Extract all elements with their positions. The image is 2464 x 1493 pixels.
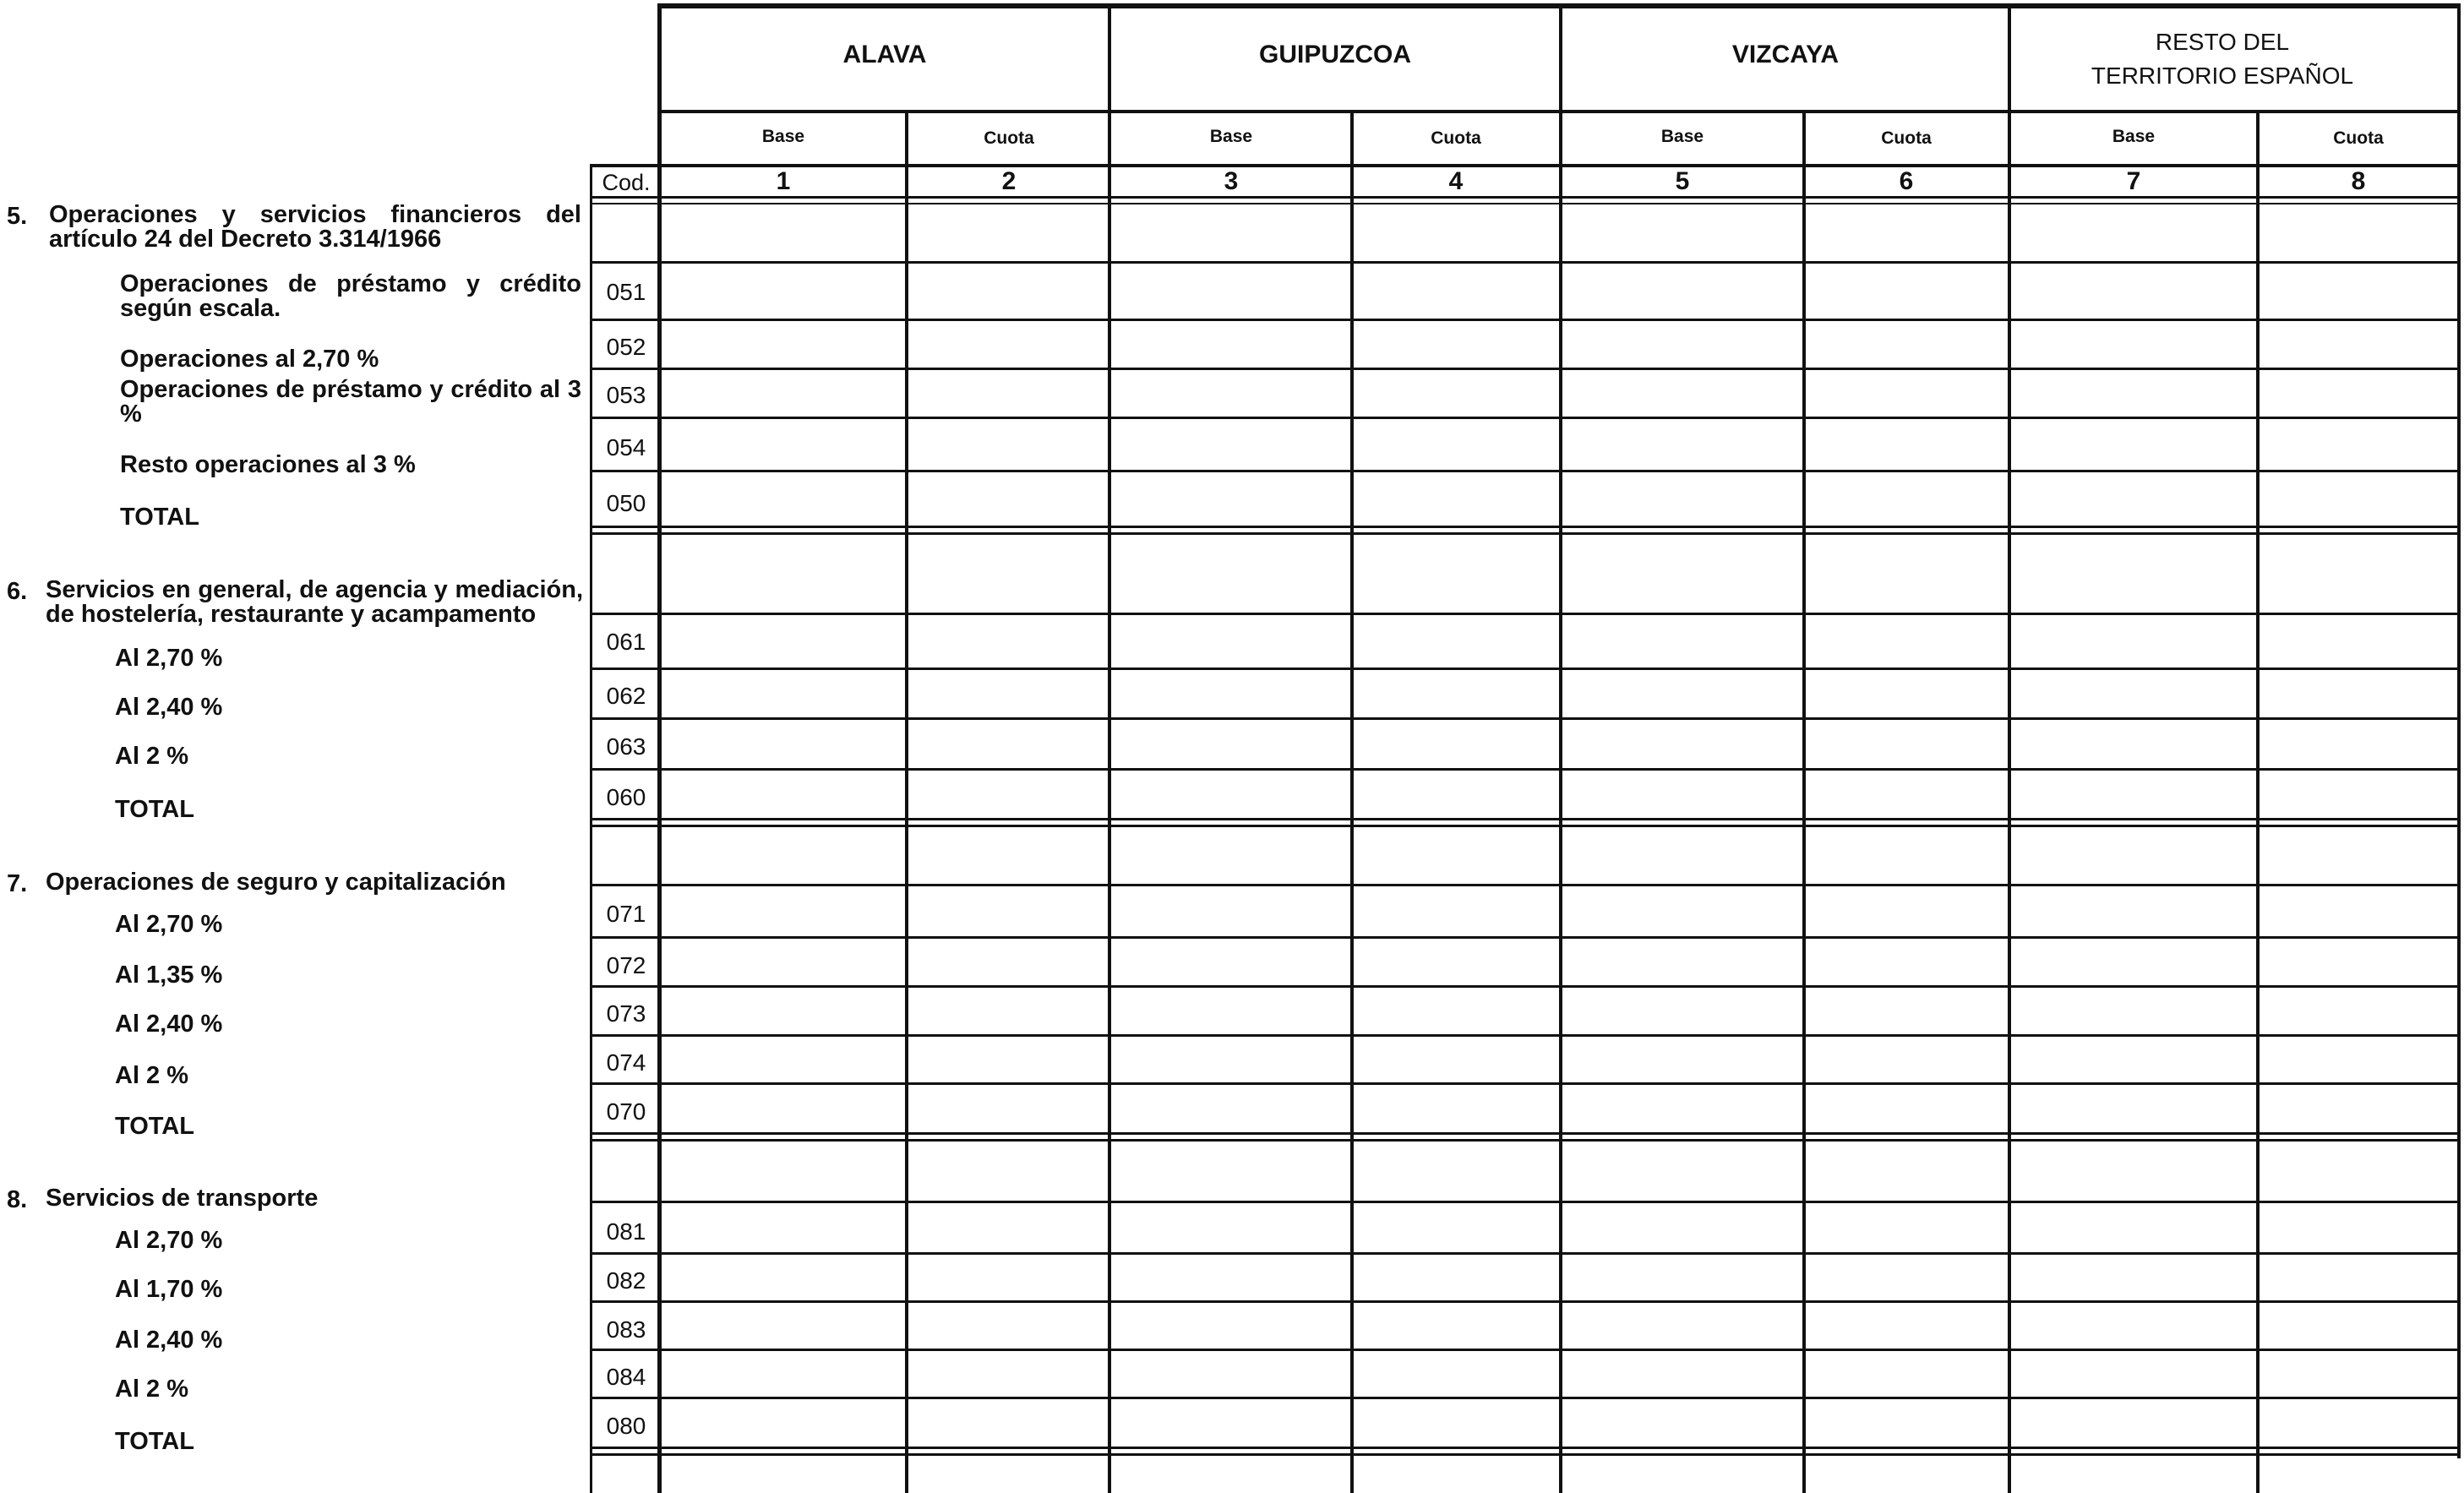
row-rule bbox=[591, 936, 2461, 939]
row-label: TOTAL bbox=[115, 796, 194, 823]
column-number: 5 bbox=[1675, 167, 1690, 195]
region-divider bbox=[1559, 3, 1562, 1493]
base-label: Base bbox=[1209, 127, 1253, 146]
row-label: Al 2,40 % bbox=[115, 694, 223, 721]
row-code: 051 bbox=[606, 279, 646, 305]
section-title: Operaciones y servicios financieros del artículo 24 del Decreto 3.314/1966 bbox=[49, 201, 581, 253]
column-number: 8 bbox=[2351, 167, 2366, 195]
row-rule bbox=[591, 261, 2461, 264]
row-label: Operaciones de préstamo y crédito según escala. bbox=[120, 270, 581, 322]
row-rule bbox=[591, 1447, 2461, 1449]
row-rule bbox=[591, 613, 2461, 615]
row-label: TOTAL bbox=[120, 504, 199, 531]
row-rule bbox=[591, 1349, 2461, 1351]
row-rule bbox=[591, 985, 2461, 988]
row-label: Al 2,70 % bbox=[115, 645, 223, 672]
section-number: 5. bbox=[7, 203, 28, 230]
row-rule bbox=[591, 1300, 2461, 1303]
row-label: TOTAL bbox=[115, 1428, 194, 1455]
row-code: 073 bbox=[606, 1000, 646, 1027]
row-code: 081 bbox=[606, 1218, 646, 1245]
row-code: 061 bbox=[606, 629, 646, 655]
section-number: 6. bbox=[7, 578, 28, 605]
row-label: Operaciones al 2,70 % bbox=[120, 346, 379, 373]
row-label: Al 2,40 % bbox=[115, 1011, 223, 1038]
row-code: 072 bbox=[606, 952, 646, 978]
cod-label: Cod. bbox=[602, 170, 651, 195]
row-rule bbox=[591, 1397, 2461, 1399]
section-number: 8. bbox=[7, 1186, 28, 1213]
column-number: 2 bbox=[1001, 167, 1017, 195]
section-number: 7. bbox=[7, 870, 28, 897]
column-divider bbox=[905, 112, 908, 1493]
row-rule bbox=[591, 526, 2461, 528]
row-label: Al 2 % bbox=[115, 1062, 189, 1089]
table-rule bbox=[591, 203, 2461, 204]
table-rule bbox=[591, 196, 2461, 199]
region-header-guipuzcoa: GUIPUZCOA bbox=[1259, 41, 1411, 68]
row-label: TOTAL bbox=[115, 1113, 194, 1140]
row-rule bbox=[591, 319, 2461, 321]
row-label: Resto operaciones al 3 % bbox=[120, 451, 416, 478]
row-label: Al 1,35 % bbox=[115, 962, 223, 989]
row-rule bbox=[591, 1034, 2461, 1037]
row-label: Al 1,70 % bbox=[115, 1276, 223, 1303]
region-header-alava: ALAVA bbox=[842, 41, 927, 68]
region-divider bbox=[2008, 3, 2011, 1493]
column-number: 6 bbox=[1899, 167, 1914, 195]
row-rule bbox=[591, 1201, 2461, 1203]
section-rule bbox=[591, 1453, 2461, 1456]
row-code: 052 bbox=[606, 334, 646, 360]
code-column-border bbox=[590, 164, 592, 1493]
row-rule bbox=[591, 470, 2461, 472]
row-code: 074 bbox=[606, 1049, 646, 1076]
row-code: 083 bbox=[606, 1316, 646, 1343]
base-label: Base bbox=[2112, 127, 2156, 146]
table-rule bbox=[591, 164, 2461, 167]
row-rule bbox=[591, 717, 2461, 720]
row-label: Operaciones de préstamo y crédito al 3 % bbox=[120, 376, 581, 428]
section-title: Operaciones de seguro y capitalización bbox=[46, 869, 506, 896]
region-divider bbox=[1108, 3, 1111, 1493]
cuota-label: Cuota bbox=[2333, 128, 2384, 148]
section-rule bbox=[591, 825, 2461, 827]
column-number: 7 bbox=[2126, 167, 2141, 195]
row-rule bbox=[591, 818, 2461, 820]
cuota-label: Cuota bbox=[1881, 128, 1932, 148]
row-code: 060 bbox=[606, 784, 646, 810]
section-title: Servicios de transporte bbox=[46, 1185, 319, 1212]
row-rule bbox=[591, 884, 2461, 886]
row-label: Al 2 % bbox=[115, 1376, 189, 1403]
base-label: Base bbox=[1660, 127, 1704, 146]
row-code: 053 bbox=[606, 382, 646, 408]
section-title: Servicios en general, de agencia y mediación, de hostelería, restaurante y acampamento bbox=[46, 576, 583, 628]
cuota-label: Cuota bbox=[984, 128, 1034, 148]
column-number: 3 bbox=[1224, 167, 1239, 195]
row-label: Al 2,70 % bbox=[115, 911, 223, 938]
row-rule bbox=[591, 1132, 2461, 1135]
column-divider bbox=[1802, 112, 1806, 1493]
row-rule bbox=[591, 417, 2461, 419]
column-divider bbox=[2256, 112, 2260, 1493]
row-rule bbox=[591, 1082, 2461, 1085]
row-code: 070 bbox=[606, 1098, 646, 1125]
row-code: 050 bbox=[606, 490, 646, 516]
section-rule bbox=[591, 532, 2461, 535]
column-divider bbox=[1350, 112, 1354, 1493]
row-label: Al 2,70 % bbox=[115, 1227, 223, 1254]
row-code: 054 bbox=[606, 434, 646, 460]
region-header-vizcaya: VIZCAYA bbox=[1731, 41, 1840, 68]
row-code: 071 bbox=[606, 901, 646, 927]
row-rule bbox=[591, 667, 2461, 670]
table-border-left bbox=[657, 3, 662, 1493]
row-code: 062 bbox=[606, 683, 646, 709]
region-header-resto: RESTO DEL TERRITORIO ESPAÑOL bbox=[2091, 29, 2354, 89]
row-code: 084 bbox=[606, 1364, 646, 1390]
row-label: Al 2,40 % bbox=[115, 1327, 223, 1354]
cuota-label: Cuota bbox=[1431, 128, 1481, 148]
row-code: 080 bbox=[606, 1413, 646, 1439]
section-rule bbox=[591, 1139, 2461, 1142]
base-label: Base bbox=[761, 127, 805, 146]
row-rule bbox=[591, 368, 2461, 370]
row-rule bbox=[591, 1252, 2461, 1255]
row-rule bbox=[591, 768, 2461, 771]
row-code: 082 bbox=[606, 1267, 646, 1294]
column-number: 4 bbox=[1448, 167, 1464, 195]
row-label: Al 2 % bbox=[115, 743, 189, 770]
column-number: 1 bbox=[776, 167, 791, 195]
row-code: 063 bbox=[606, 733, 646, 760]
table-border-right bbox=[2457, 3, 2461, 1458]
